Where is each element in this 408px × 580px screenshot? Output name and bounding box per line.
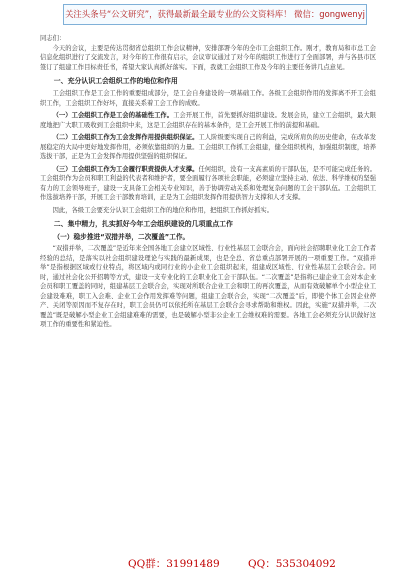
top-banner: 关注头条号“公文研究”，获得最新最全最专业的公文资料库！ 微信：gongwenyj bbox=[63, 4, 367, 25]
body-paragraph: “双措并举，二次覆盖”是近年来全国各地工会建立区域性、行业性基层工会联合会，面向社会招聘职业化工会工作者经验的总结，是落实以社会组织建设理论与实践的最新成果，也是全总、省总重点部署开展的一项重要工作。“双措并举”是指根据区域或行业特点，将区域内或同行业的小企业工会组织起来，组建成区域性、行业性基层工会联合会。同时，通过社会化公开招聘等方式，建设一支专业化的工会职业化工会干部队伍。“二次覆盖”是指将已建企业工会对本企业会员和职工覆盖的同时，组建基层工会联合会，实现对所联合企业工会和职工的再次覆盖，从而有效破解单个小型企业工会建设难难，职工入会难、企业工会作用发挥难等问题，组建工会联合会，实现“二次覆盖”后，即使个体工会因企业停产、关闭等原因而不复存在时，职工会员仍可以依托所在基层工会联合会寻求帮助和维权。因此，实施“双措并举，二次覆盖”既是破解小型企业工会组建难难的需要，也是破解小型非公企业工会维权难的需要。各地工会必须充分认识做好这项工作的重要性和紧迫性。 bbox=[40, 245, 376, 328]
salutation: 同志们： bbox=[40, 35, 66, 42]
section-heading: 一、充分认识工会组织工作的地位和作用 bbox=[53, 77, 178, 85]
body-paragraph: 工会组织工作是工会工作的重要组成部分，是工会自身建设的一项基础工作。各级工会组织作用的发挥离不开工会组织工作，工会组织工作好坏，直接关系着工会工作的成败。 bbox=[40, 90, 376, 107]
qq-number: QQ：535304092 bbox=[248, 558, 336, 570]
footer-contact bbox=[0, 556, 408, 572]
paragraph-lead: （二）工会组织工作为工会发挥作用提供组织保证。 bbox=[52, 134, 199, 141]
paragraph-lead: （三）工会组织工作为工会履行职责提供人才支撑。 bbox=[52, 165, 199, 173]
document-body bbox=[40, 34, 376, 330]
paragraph-text: 工人阶级要实现自己的利益，完成所肩负的历史使命，在改革发展稳定的大局中更好地发挥作用，必须依靠组织的力量。工会组织工作抓工会组建，健全组织机构，加强组织制度，培养选拔干部，正是为工会发挥作用提供坚强的组织保证。 bbox=[40, 134, 377, 160]
intro-paragraph: 今天的会议，主要是传达贯彻省总组织工作会议精神，安排部署今年的全市工会组织工作。刚才，教育局和市总工会信息化组织进行了交流发言，对今年的工作很有启示，会议审议通过了对今年的组织工作进行了全面部署，并与各县市区签订了组建工作目标责任书，希望大家认真抓好落实。下面，我就工会组织工作及今年的主要任务讲几点意见。 bbox=[40, 44, 376, 71]
body-paragraph bbox=[40, 133, 376, 162]
subsection-heading: （一）稳步推进“双措并举，二次覆盖”工作。 bbox=[53, 233, 190, 241]
body-paragraph bbox=[40, 111, 376, 130]
section-heading: 二、集中精力，扎实抓好今年工会组织建设的几项重点工作 bbox=[53, 220, 233, 228]
body-paragraph bbox=[40, 165, 376, 203]
paragraph-lead: （一）工会组织工作是工会的基础性工作。 bbox=[52, 112, 174, 119]
paragraph-text: 任何组织，没有一支高素质的干部队伍，是不可能完成任务的。工会组织作为会员和职工利益的代表者和维护者，要全面履行各项社会职能，必须建立坚持主动、依法、科学维权的坚强有力的工会领导班子，建设一支具备工会相关专业知识，善于协调劳动关系和处理复杂问题的工会干部队伍。工会组织工作选拔培养干部，开展工会干部教育培训，正是为工会组织发挥作用提供智力支撑和人才支撑。 bbox=[40, 165, 377, 201]
paragraph-text: 工会开展工作，首先要抓好组织建设。发展会员，建立工会组织，最大限度地把广大职工吸收到工会组织中来，这是工会组织存在的基本条件，是工会开展工作的前提和基础。 bbox=[40, 112, 377, 129]
qq-group-number: QQ群：31991489 bbox=[128, 558, 220, 570]
body-paragraph: 因此，各级工会要充分认识工会组织工作的地位和作用，把组织工作抓好抓实。 bbox=[52, 206, 273, 214]
